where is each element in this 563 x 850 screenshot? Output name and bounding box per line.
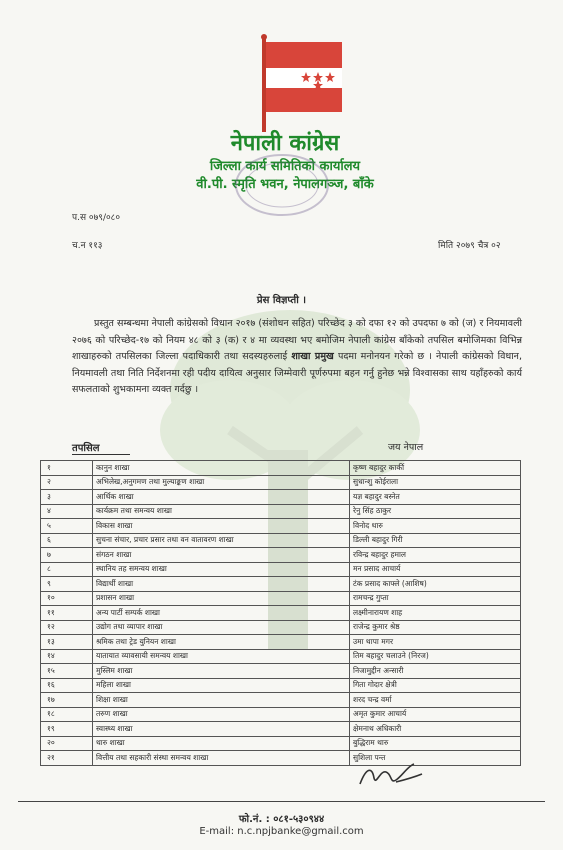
row-number: १२ — [41, 620, 93, 635]
appointments-table — [40, 460, 521, 766]
appointee-cell: टंक प्रसाद काफ्ले (आशिष) — [350, 577, 521, 592]
row-number: १८ — [41, 707, 93, 722]
appointee-cell: राजेन्द्र कुमार श्रेष्ठ — [350, 620, 521, 635]
appointee-cell: गिता गोदार क्षेत्री — [350, 678, 521, 693]
table-row — [41, 649, 521, 664]
table-row — [41, 577, 521, 592]
issue-date: मिति २०७९ चैत्र ०२ — [438, 241, 501, 251]
org-office: जिल्ला कार्य समितिको कार्यालय — [209, 159, 361, 174]
table-row — [41, 664, 521, 679]
department-cell: थारु शाखा — [93, 736, 350, 751]
row-number: ११ — [41, 606, 93, 621]
row-number: १० — [41, 591, 93, 606]
table-row — [41, 736, 521, 751]
notice-body-part2: पदमा मनोनयन गरेको छ । नेपाली कांग्रेसको विधान, नियमावली तथा निति निर्देशनमा रही पदीय दायित्व अनुसार जिम्मेवारी पूर्णरुपमा बहन गर्नु हुनेछ भन्ने विश्वासका साथ यहाँहरुको कार्य सफलताको शुभकामना व्यक्त गर्दछु । — [72, 351, 522, 395]
table-row — [41, 490, 521, 505]
office-stamp-icon — [232, 150, 332, 220]
row-number: ७ — [41, 548, 93, 563]
department-cell: विकास शाखा — [93, 519, 350, 534]
party-flag-logo — [258, 34, 348, 134]
org-address: वी.पी. स्मृति भवन, नेपालगञ्ज, बाँके — [196, 177, 374, 192]
notice-title: प्रेस विज्ञप्ती । — [256, 295, 307, 306]
appointee-cell: उमा थापा मगर — [350, 635, 521, 650]
department-cell: विद्यार्थी शाखा — [93, 577, 350, 592]
department-cell: वित्तीय तथा सहकारी संस्था समन्वय शाखा — [93, 751, 350, 766]
row-number: २१ — [41, 751, 93, 766]
table-row — [41, 707, 521, 722]
footer-divider — [18, 801, 545, 802]
annex-heading-underline — [72, 454, 130, 455]
department-cell: कानुन शाखा — [93, 461, 350, 476]
department-cell: शिक्षा शाखा — [93, 693, 350, 708]
department-cell: श्रमिक तथा ट्रेड युनियन शाखा — [93, 635, 350, 650]
department-cell: सुचना संचार, प्रचार प्रसार तथा वन वातावरण शाखा — [93, 533, 350, 548]
appointee-cell: तिम बहादुर चलाउने (निरज) — [350, 649, 521, 664]
department-cell: अभिलेख,अनुगमण तथा मुल्याङ्कण शाखा — [93, 475, 350, 490]
appointee-cell: अमृत कुमार आचार्य — [350, 707, 521, 722]
closing-salutation: जय नेपाल — [388, 442, 424, 453]
appointee-cell: विनोद थारु — [350, 519, 521, 534]
appointee-cell: कृष्ण बहादुर कार्की — [350, 461, 521, 476]
table-row — [41, 591, 521, 606]
row-number: ५ — [41, 519, 93, 534]
notice-body-highlight: शाखा प्रमुख — [291, 351, 334, 362]
department-cell: कार्यक्रम तथा समन्वय शाखा — [93, 504, 350, 519]
row-number: १६ — [41, 678, 93, 693]
appointee-cell: रविन्द्र बहादुर हमाल — [350, 548, 521, 563]
row-number: १ — [41, 461, 93, 476]
appointee-cell: शरद चन्द्र वर्मा — [350, 693, 521, 708]
table-row — [41, 678, 521, 693]
table-row — [41, 519, 521, 534]
row-number: २ — [41, 475, 93, 490]
appointee-cell: सुशिला पन्त — [350, 751, 521, 766]
department-cell: प्रशासन शाखा — [93, 591, 350, 606]
row-number: १७ — [41, 693, 93, 708]
department-cell: संगठन शाखा — [93, 548, 350, 563]
appointee-cell: यज्ञ बहादुर बस्नेत — [350, 490, 521, 505]
appointee-cell: क्षेमनाथ अधिकारी — [350, 722, 521, 737]
table-row — [41, 548, 521, 563]
table-row — [41, 722, 521, 737]
appointee-cell: मन प्रसाद आचार्य — [350, 562, 521, 577]
department-cell: मुस्लिम शाखा — [93, 664, 350, 679]
department-cell: उद्योग तथा व्यापार शाखा — [93, 620, 350, 635]
department-cell: तरुण शाखा — [93, 707, 350, 722]
appointee-cell: लक्ष्मीनारायण शाह — [350, 606, 521, 621]
table-row — [41, 751, 521, 766]
appointee-cell: बुद्धिराम थारु — [350, 736, 521, 751]
table-row — [41, 504, 521, 519]
notice-body-part1: प्रस्तुत सम्बन्धमा नेपाली कांग्रेसको विधान २०१७ (संशोधन सहित) परिच्छेद ३ को दफा १२ को उपदफा ७ को (ज) र नियमावली २०७६ को परिच्छेद-१७ को नियम ४८ को ३ (क) र ४ मा व्यवस्था भए बमोजिम नेपाली कांग्रेस बाँकेको तपसिल बमोजिमका विभिन्न शाखाहरुको तपसिलका जिल्ला पदाधिकारी तथा सदस्यहरुलाई — [72, 318, 522, 362]
department-cell: स्थानिय तह समन्वय शाखा — [93, 562, 350, 577]
table-row — [41, 475, 521, 490]
row-number: ८ — [41, 562, 93, 577]
table-row — [41, 606, 521, 621]
department-cell: यातायात व्यावसायी समन्वय शाखा — [93, 649, 350, 664]
table-row — [41, 635, 521, 650]
row-number: ३ — [41, 490, 93, 505]
table-row — [41, 461, 521, 476]
row-number: ९ — [41, 577, 93, 592]
row-number: ६ — [41, 533, 93, 548]
footer-phone: फो.नं. : ०८१-५३०९४४ — [238, 814, 325, 825]
appointee-cell: निजामुद्दीन अन्सारी — [350, 664, 521, 679]
org-name: नेपाली कांग्रेस — [230, 131, 340, 156]
notice-body — [72, 316, 522, 399]
annex-heading: तपसिल — [72, 443, 100, 454]
table-row — [41, 562, 521, 577]
signature-icon — [356, 758, 426, 790]
appointee-cell: सुधान्शु कोईराला — [350, 475, 521, 490]
fiscal-year-ref: प.स ०७९/०८० — [72, 213, 121, 223]
row-number: २० — [41, 736, 93, 751]
table-row — [41, 533, 521, 548]
appointee-cell: रेनु सिंह ठाकुर — [350, 504, 521, 519]
footer-email: E-mail: n.c.npjbanke@gmail.com — [199, 826, 364, 837]
row-number: १९ — [41, 722, 93, 737]
department-cell: अन्य पार्टी सम्पर्क शाखा — [93, 606, 350, 621]
row-number: ४ — [41, 504, 93, 519]
row-number: १५ — [41, 664, 93, 679]
row-number: १४ — [41, 649, 93, 664]
department-cell: महिला शाखा — [93, 678, 350, 693]
dispatch-number: च.न ११३ — [72, 241, 103, 251]
department-cell: आर्थिक शाखा — [93, 490, 350, 505]
department-cell: स्वास्थ्य शाखा — [93, 722, 350, 737]
table-row — [41, 693, 521, 708]
appointee-cell: रामचन्द्र गुप्ता — [350, 591, 521, 606]
table-row — [41, 620, 521, 635]
row-number: १३ — [41, 635, 93, 650]
appointee-cell: डिल्ली बहादुर गिरी — [350, 533, 521, 548]
